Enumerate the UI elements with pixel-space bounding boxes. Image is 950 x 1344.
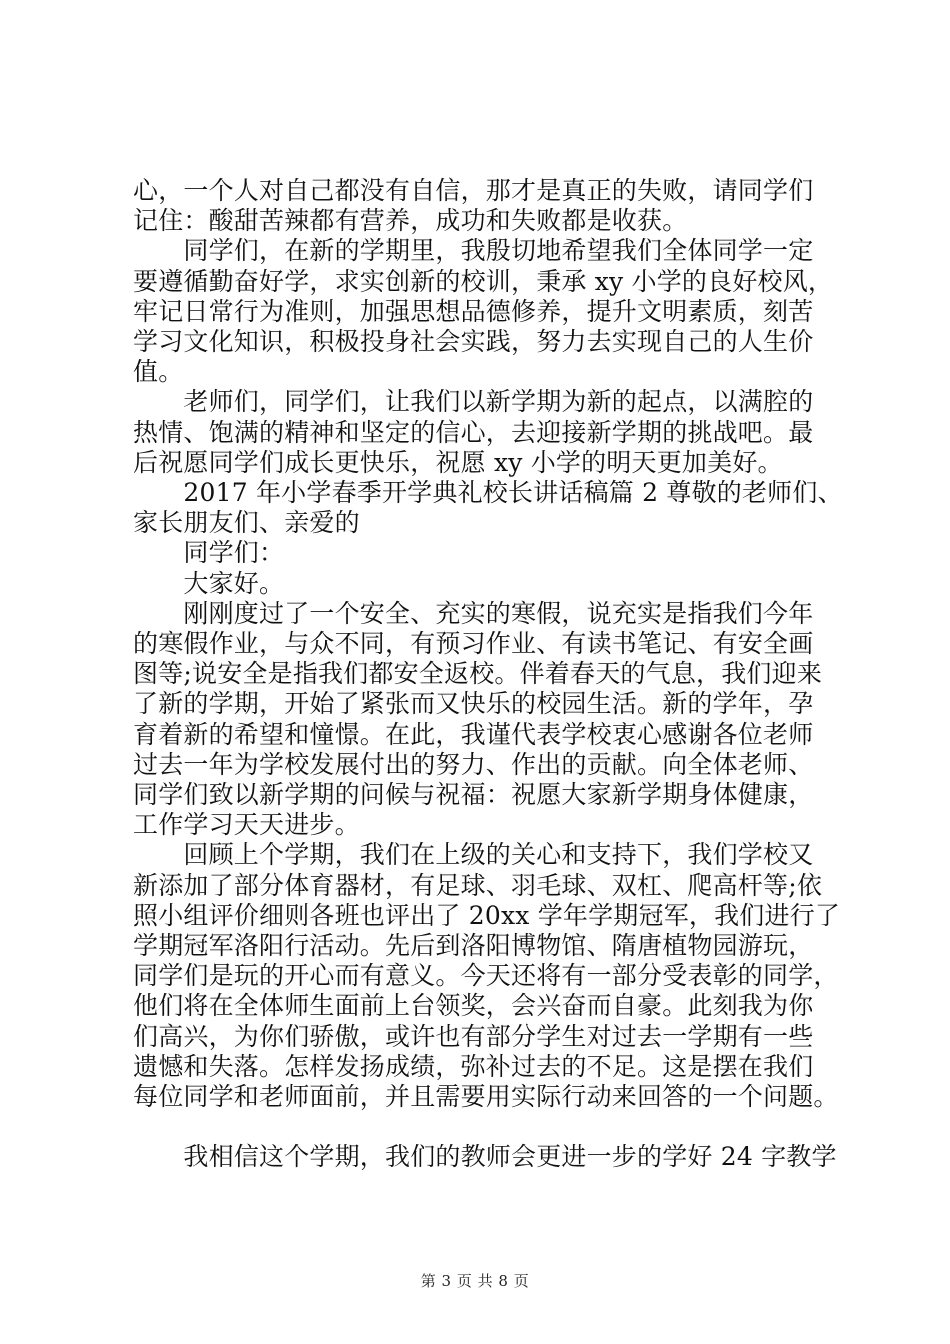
text-line-last: 我相信这个学期，我们的教师会更进一步的学好 24 字教学 xyxy=(133,1142,837,1172)
text-line: 的寒假作业，与众不同，有预习作业、有读书笔记、有安全画 xyxy=(133,629,814,659)
text-line: 图等;说安全是指我们都安全返校。伴着春天的气息，我们迎来 xyxy=(133,659,823,689)
paragraph-gap xyxy=(133,1112,833,1142)
text-line: 回顾上个学期，我们在上级的关心和支持下，我们学校又 xyxy=(133,840,814,870)
document-body xyxy=(133,176,843,1173)
text-line: 学习文化知识，积极投身社会实践，努力去实现自己的人生价 xyxy=(133,327,814,357)
text-line: 工作学习天天进步。 xyxy=(133,810,360,840)
text-line: 过去一年为学校发展付出的努力、作出的贡献。向全体老师、 xyxy=(133,749,814,779)
text-line: 同学们是玩的开心而有意义。今天还将有一部分受表彰的同学， xyxy=(133,961,839,991)
text-line: 老师们，同学们，让我们以新学期为新的起点，以满腔的 xyxy=(133,387,814,417)
text-line: 大家好。 xyxy=(133,568,285,598)
text-line: 2017 年小学春季开学典礼校长讲话稿篇 2 尊敬的老师们、 xyxy=(133,478,843,508)
page-number-footer: 第 3 页 共 8 页 xyxy=(420,1272,530,1290)
text-line: 他们将在全体师生面前上台领奖，会兴奋而自豪。此刻我为你 xyxy=(133,991,814,1021)
text-line: 要遵循勤奋好学，求实创新的校训，秉承 xy 小学的良好校风， xyxy=(133,266,834,296)
text-line: 记住：酸甜苦辣都有营养，成功和失败都是收获。 xyxy=(133,206,688,236)
text-line: 新添加了部分体育器材，有足球、羽毛球、双杠、爬高杆等;依 xyxy=(133,870,823,900)
text-line: 后祝愿同学们成长更快乐，祝愿 xy 小学的明天更加美好。 xyxy=(133,447,783,477)
text-line: 刚刚度过了一个安全、充实的寒假，说充实是指我们今年 xyxy=(133,598,814,628)
text-line: 热情、饱满的精神和坚定的信心，去迎接新学期的挑战吧。最 xyxy=(133,417,814,447)
text-line: 心，一个人对自己都没有自信，那才是真正的失败，请同学们 xyxy=(133,176,814,205)
text-line: 值。 xyxy=(133,357,184,387)
text-line: 们高兴，为你们骄傲，或许也有部分学生对过去一学期有一些 xyxy=(133,1021,814,1051)
text-line: 牢记日常行为准则，加强思想品德修养，提升文明素质，刻苦 xyxy=(133,296,814,326)
text-line: 了新的学期，开始了紧张而又快乐的校园生活。新的学年，孕 xyxy=(133,689,814,719)
text-line: 每位同学和老师面前，并且需要用实际行动来回答的一个问题。 xyxy=(133,1082,839,1112)
text-line: 同学们： xyxy=(133,538,285,568)
text-line: 同学们致以新学期的问候与祝福：祝愿大家新学期身体健康， xyxy=(133,780,814,810)
text-line: 同学们，在新的学期里，我殷切地希望我们全体同学一定 xyxy=(133,236,814,266)
text-line: 学期冠军洛阳行活动。先后到洛阳博物馆、隋唐植物园游玩， xyxy=(133,931,814,961)
text-line: 遗憾和失落。怎样发扬成绩，弥补过去的不足。这是摆在我们 xyxy=(133,1051,814,1081)
text-line: 照小组评价细则各班也评出了 20xx 学年学期冠军，我们进行了 xyxy=(133,900,841,930)
text-line: 家长朋友们、亲爱的 xyxy=(133,508,360,538)
text-line: 育着新的希望和憧憬。在此，我谨代表学校衷心感谢各位老师 xyxy=(133,719,814,749)
